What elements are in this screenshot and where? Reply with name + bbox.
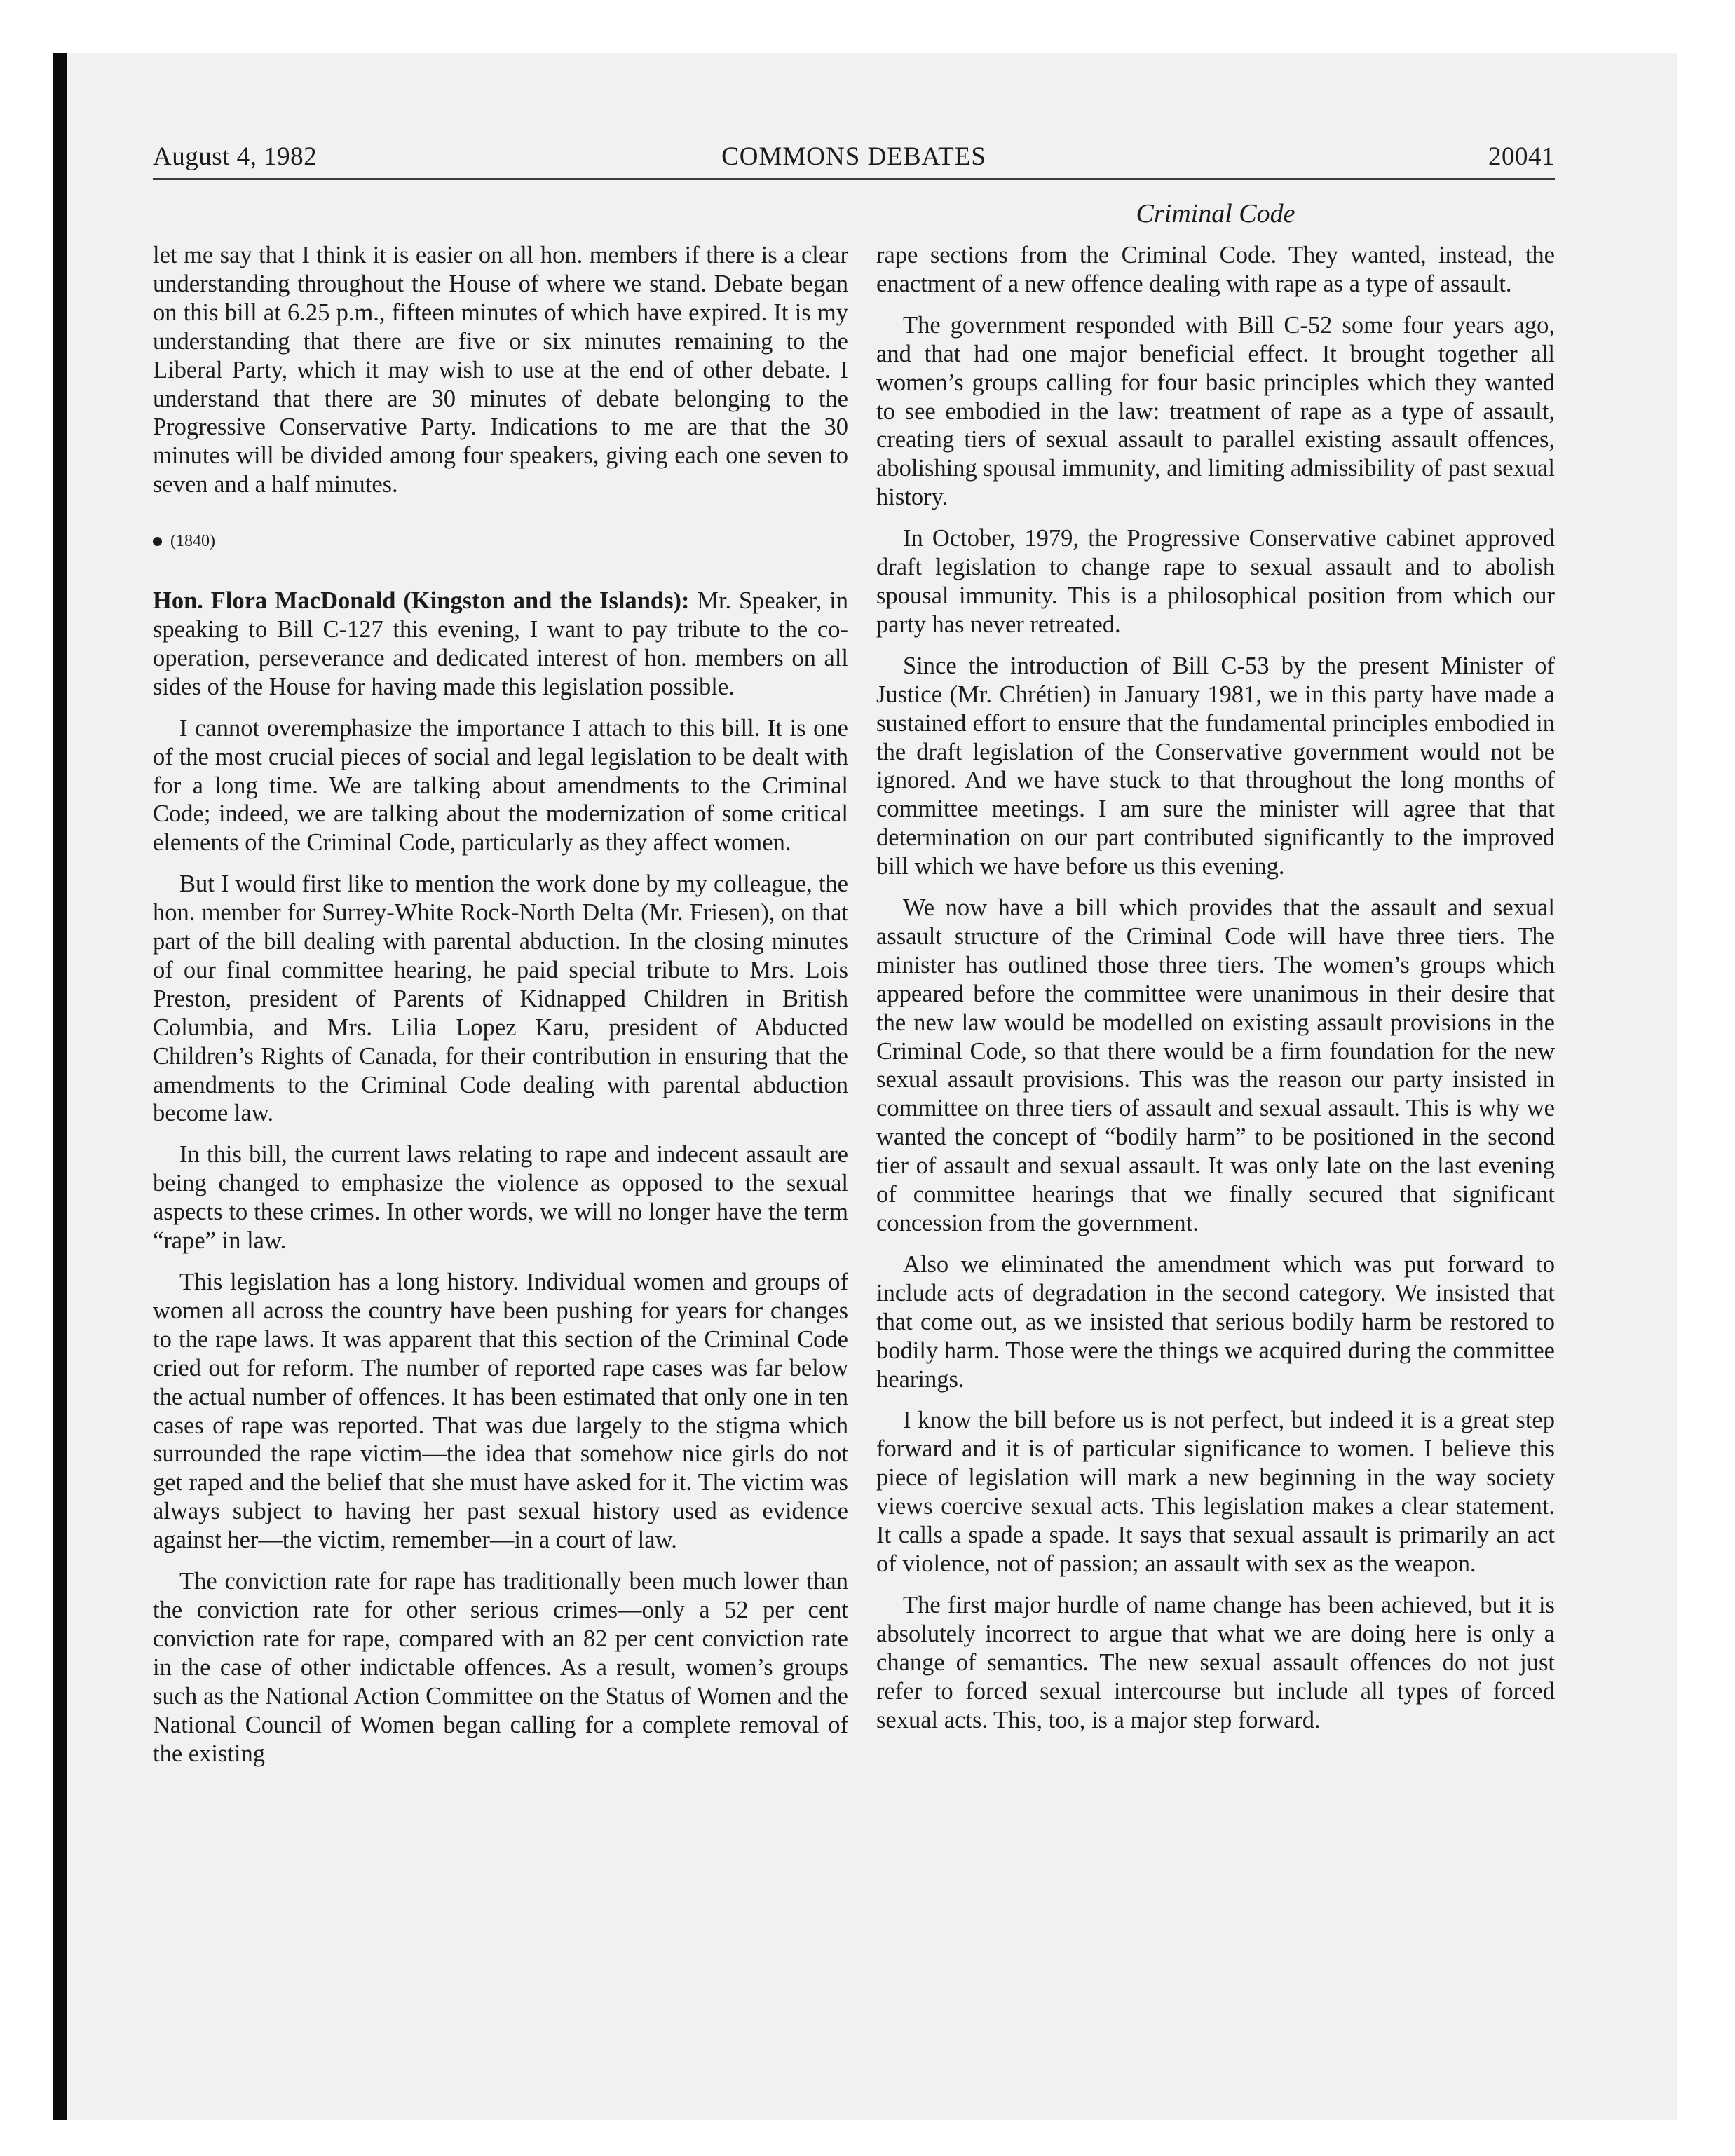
header-date: August 4, 1982 [153,142,318,171]
paragraph: The government responded with Bill C-52 some four years ago, and that had one major beneficial effect. It brought together all women’s groups calling for four basic principles which they wanted to see embodied in the law: treatment of rape as a type of assault, creating tiers of sexual assault to parallel existing assault offences, abolishing spousal immunity, and limiting admissibility of past sexual history. [876,311,1555,511]
bullet-icon [153,537,162,546]
paragraph: Also we eliminated the amendment which was put forward to include acts of degradation in the second category. We insisted that that come out, as we insisted that serious bodily harm be restored to bodily harm. Those were the things we acquired during the committee hearings. [876,1250,1555,1393]
paragraph: The first major hurdle of name change has been achieved, but it is absolutely incorrect to argue that what we are doing here is only a change of semantics. The new sexual assault offences do not just refer to forced sexual intercourse but include all types of forced sexual acts. This, too, is a major step forward. [876,1591,1555,1733]
paragraph: Since the introduction of Bill C-53 by the present Minister of Justice (Mr. Chrétien) in January 1981, we in this party have made a sustained effort to ensure that the fundamental principles embodied in the draft legislation of the Conservative government would not be ignored. And we have stuck to that throughout the long months of committee meetings. I am sure the minister will agree that that determination on our part contributed significantly to the improved bill which we have before us this evening. [876,652,1555,880]
scan-border [53,53,67,2120]
time-marker [153,527,848,556]
paragraph: In October, 1979, the Progressive Conservative cabinet approved draft legislation to change rape to sexual assault and to abolish spousal immunity. This is a philosophical position from which our party has never retreated. [876,525,1555,638]
paragraph: In this bill, the current laws relating to rape and indecent assault are being changed to emphasize the violence as opposed to the sexual aspects to these crimes. In other words, we will no longer have the term “rape” in law. [153,1141,848,1255]
speaker-text: Mr. Speaker, in speaking to Bill C-127 this evening, I want to pay tribute to the co-operation, perseverance and dedicated interest of hon. members on all sides of the House for having made this legislation possible. [153,587,848,700]
paragraph: I cannot overemphasize the importance I attach to this bill. It is one of the most crucial pieces of social and legal legislation to be dealt with for a long time. We are talking about amendments to the Criminal Code; indeed, we are talking about the modernization of some critical elements of the Criminal Code, particularly as they affect women. [153,714,848,857]
paragraph: rape sections from the Criminal Code. They wanted, instead, the enactment of a new offence dealing with rape as a type of assault. [876,242,1555,297]
paragraph: We now have a bill which provides that the assault and sexual assault structure of the Criminal Code will have three tiers. The minister has outlined those three tiers. The women’s groups which appeared before the committee were unanimous in their desire that the new law would be modelled on existing assault provisions in the Criminal Code, so that there would be a firm foundation for the new sexual assault provisions. This was the reason our party insisted in committee on three tiers of assault and sexual assault. This is why we wanted the concept of “bodily harm” to be positioned in the second tier of assault and sexual assault. It was only late on the last evening of committee hearings that we finally secured that significant concession from the government. [876,894,1555,1236]
left-column [153,241,848,1780]
right-column [876,241,1555,1747]
paragraph: But I would first like to mention the work done by my colleague, the hon. member for Surrey-White Rock-North Delta (Mr. Friesen), on that part of the bill dealing with parental abduction. In the closing minutes of our final committee hearing, he paid special tribute to Mrs. Lois Preston, president of Parents of Kidnapped Children in British Columbia, and Mrs. Lilia Lopez Karu, president of Abducted Children’s Rights of Canada, for their contribution in ensuring that the amendments to the Criminal Code dealing with parental abduction become law. [153,871,848,1127]
speaker-name: Hon. Flora MacDonald (Kingston and the Islands): [153,587,690,615]
header-publication: COMMONS DEBATES [721,142,986,171]
time-marker-label: (1840) [170,532,215,551]
paragraph: This legislation has a long history. Individual women and groups of women all across the country have been pushing for years for changes to the rape laws. It was apparent that this section of the Criminal Code cried out for reform. The number of reported rape cases was far below the actual number of offences. It has been estimated that only one in ten cases of rape was reported. That was due largely to the stigma which surrounded the rape victim—the idea that somehow nice girls do not get raped and the belief that she must have asked for it. The victim was always subject to having her past sexual history used as evidence against her—the victim, remember—in a court of law. [153,1269,848,1554]
paragraph: let me say that I think it is easier on all hon. members if there is a clear understanding throughout the House of where we stand. Debate began on this bill at 6.25 p.m., fifteen minutes of which have expired. It is my understanding that there are five or six minutes remaining to the Liberal Party, which it may wish to use at the end of other debate. I understand that there are 30 minutes of debate belonging to the Progressive Conservative Party. Indications to me are that the 30 minutes will be divided among four speakers, giving each one seven to seven and a half minutes. [153,242,848,498]
paragraph: I know the bill before us is not perfect, but indeed it is a great step forward and it is of particular significance to women. I believe this piece of legislation will mark a new beginning in the way society views coercive sexual acts. This legislation makes a clear statement. It calls a spade a spade. It says that sexual assault is primarily an act of violence, not of passion; an assault with sex as the weapon. [876,1407,1555,1577]
paragraph: The conviction rate for rape has traditionally been much lower than the conviction rate for other serious crimes—only a 52 per cent conviction rate for rape, compared with an 82 per cent conviction rate in the case of other indictable offences. As a result, women’s groups such as the National Action Committee on the Status of Women and the National Council of Women began calling for a complete removal of the existing [153,1568,848,1767]
running-header [153,142,1555,179]
header-rule [153,178,1555,180]
section-heading: Criminal Code [1136,199,1295,228]
header-page-number: 20041 [1488,142,1555,171]
speaker-paragraph [153,587,848,702]
